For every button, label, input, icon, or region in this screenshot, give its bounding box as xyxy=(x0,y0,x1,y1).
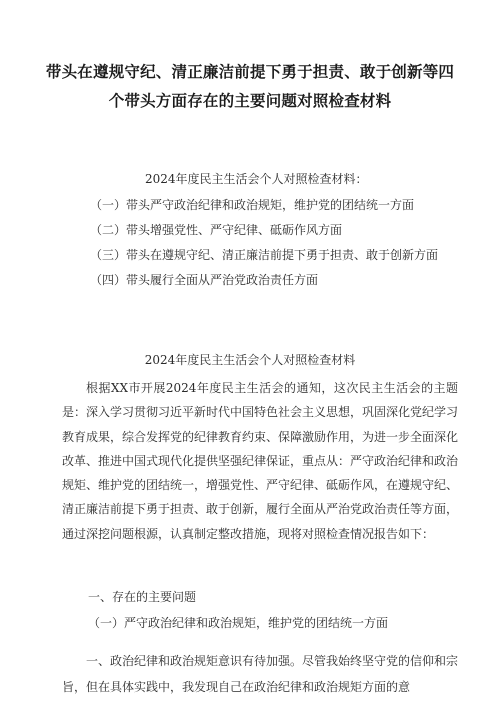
toc-item-2: （二）带头增强党性、严守纪律、砥砺作风方面 xyxy=(90,223,343,237)
subsection-heading: （一）严守政治纪律和政治规矩，维护党的团结统一方面 xyxy=(88,616,389,630)
body-title: 2024年度民主生活会个人对照检查材料 xyxy=(144,353,356,367)
title-line-1: 带头在遵规守纪、清正廉洁前提下勇于担责、敢于创新等四 xyxy=(45,63,455,81)
body-paragraph: 一、政治纪律和政治规矩意识有待加强。尽管我始终坚守党的信仰和宗旨，但在具体实践中，我发现自己在政治纪律和政治规矩方面的意 xyxy=(62,654,459,694)
section-heading: 一、存在的主要问题 xyxy=(88,590,197,604)
document-title xyxy=(40,58,460,116)
toc-heading: 2024年度民主生活会个人对照检查材料： xyxy=(145,172,368,186)
toc-item-1: （一）带头严守政治纪律和政治规矩，维护党的团结统一方面 xyxy=(90,198,415,212)
toc-item-4: （四）带头履行全面从严治党政治责任方面 xyxy=(90,273,319,287)
intro-paragraph: 根据XX市开展2024年度民主生活会的通知，这次民主生活会的主题是：深入学习贯彻习近平新时代中国特色社会主义思想，巩固深化党纪学习教育成果，综合发挥党的纪律教育约束、保障激励作用，为进一步全面深化改革、推进中国式现代化提供坚强纪律保证，重点从：严守政治纪律和政治规矩、维护党的团结统一，增强党性、严守纪律、砥砺作风，在遵规守纪、清正廉洁前提下勇于担责、敢于创新，履行全面从严治党政治责任等方面，通过深挖问题根源，认真制定整改措施，现将对照检查情况报告如下： xyxy=(62,381,459,541)
title-line-2: 个带头方面存在的主要问题对照检查材料 xyxy=(108,92,392,110)
toc-item-3: （三）带头在遵规守纪、清正廉洁前提下勇于担责、敢于创新方面 xyxy=(90,248,439,262)
